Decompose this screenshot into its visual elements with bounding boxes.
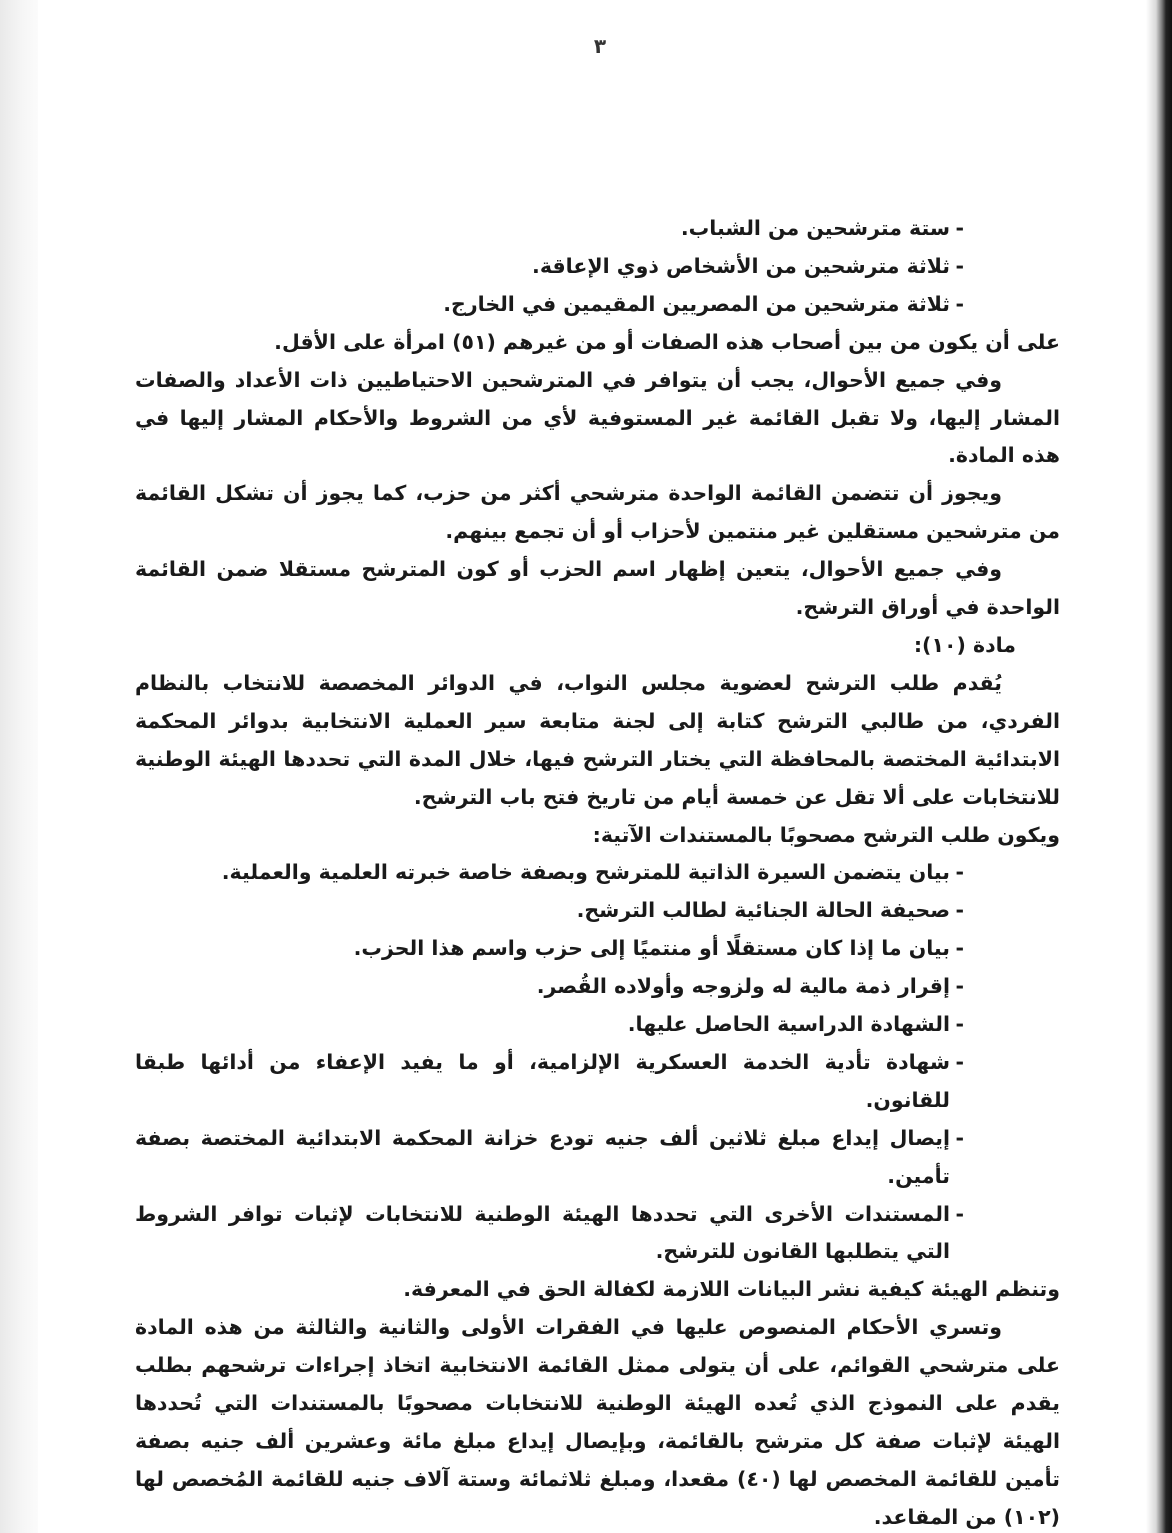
paragraph-party-display: وفي جميع الأحوال، يتعين إظهار اسم الحزب أو كون المترشح مستقلا ضمن القائمة الواحدة في أوراق الترشح.	[135, 557, 1060, 620]
list-dash: -	[955, 216, 964, 240]
list-item: - بيان ما إذا كان مستقلًا أو منتميًا إلى حزب واسم هذا الحزب.	[135, 930, 1060, 968]
paragraph-multi-party-lists: ويجوز أن تتضمن القائمة الواحدة مترشحي أكثر من حزب، كما يجوز أن تشكل القائمة من مترشحين مستقلين غير منتمين لأحزاب أو أن تجمع بينهم.	[135, 481, 1060, 544]
paragraph-list-candidates: وتسري الأحكام المنصوص عليها في الفقرات الأولى والثانية والثالثة من هذه المادة على مترشحي القوائم، على أن يتولى ممثل القائمة الانتخابية اتخاذ إجراءات ترشحهم بطلب يقدم على النموذج الذي تُعده الهيئة الوطنية للانتخابات مصحوبًا بالمستندات التي تُحددها الهيئة لإثبات صفة كل مترشح بالقائمة، وبإيصال إيداع مبلغ مائة وعشرين ألف جنيه بصفة تأمين للقائمة المخصص لها (٤٠) مقعدا، ومبلغ ثلاثمائة وستة آلاف جنيه للقائمة المُخصص لها (١٠٢) من المقاعد.	[135, 1315, 1060, 1529]
list-dash: -	[955, 974, 964, 999]
list-dash: -	[955, 253, 964, 278]
document-body	[135, 210, 1060, 1533]
list-dash: -	[955, 860, 964, 885]
list-item: - بيان يتضمن السيرة الذاتية للمترشح وبصفة خاصة خبرته العلمية والعملية.	[135, 854, 1060, 892]
paragraph-women-quota: على أن يكون من بين أصحاب هذه الصفات أو من غيرهم (٥١) امرأة على الأقل.	[274, 329, 1060, 354]
list-dash: -	[955, 1049, 964, 1074]
list-dash: -	[955, 936, 964, 961]
list-dash: -	[955, 1125, 964, 1150]
paragraph-right-to-know: وتنظم الهيئة كيفية نشر البيانات اللازمة لكفالة الحق في المعرفة.	[403, 1277, 1060, 1302]
paragraph-reserve-candidates: وفي جميع الأحوال، يجب أن يتوافر في المترشحين الاحتياطيين ذات الأعداد والصفات المشار إليها، ولا تقبل القائمة غير المستوفية لأي من الشروط والأحكام المشار إليها في هذه المادة.	[135, 367, 1060, 468]
scan-right-edge	[1146, 0, 1172, 1533]
list-dash: -	[955, 898, 964, 923]
list-item: - شهادة تأدية الخدمة العسكرية الإلزامية، أو ما يفيد الإعفاء من أدائها طبقا للقانون.	[135, 1044, 1060, 1120]
list-item: - إقرار ذمة مالية له ولزوجه وأولاده القُصر.	[135, 968, 1060, 1006]
list-item: - صحيفة الحالة الجنائية لطالب الترشح.	[135, 892, 1060, 930]
list-dash: -	[955, 291, 964, 316]
list-dash: -	[955, 1012, 964, 1037]
list-item: - إيصال إيداع مبلغ ثلاثين ألف جنيه تودع خزانة المحكمة الابتدائية المختصة بصفة تأمين.	[135, 1120, 1060, 1196]
list-item: - المستندات الأخرى التي تحددها الهيئة الوطنية للانتخابات لإثبات توافر الشروط التي يتطلبها القانون للترشح.	[135, 1196, 1060, 1272]
list-item: - ثلاثة مترشحين من الأشخاص ذوي الإعاقة.	[135, 248, 1060, 286]
paragraph-documents-intro: ويكون طلب الترشح مصحوبًا بالمستندات الآتية:	[592, 822, 1060, 847]
list-item: - ثلاثة مترشحين من المصريين المقيمين في الخارج.	[135, 286, 1060, 324]
scan-left-edge	[0, 0, 38, 1533]
list-item: - الشهادة الدراسية الحاصل عليها.	[135, 1006, 1060, 1044]
list-item: - ستة مترشحين من الشباب.	[135, 210, 1060, 248]
paragraph-nomination-request: يُقدم طلب الترشح لعضوية مجلس النواب، في الدوائر المخصصة للانتخاب بالنظام الفردي، من طالبي الترشح كتابة إلى لجنة متابعة سير العملية الانتخابية بدوائر المحكمة الابتدائية المختصة بالمحافظة التي يختار الترشح فيها، خلال المدة التي تحددها الهيئة الوطنية للانتخابات على ألا تقل عن خمسة أيام من تاريخ فتح باب الترشح.	[135, 670, 1060, 809]
article-heading: مادة (١٠):	[913, 632, 1016, 657]
list-dash: -	[955, 1201, 964, 1226]
page-number: ٣	[593, 34, 607, 58]
